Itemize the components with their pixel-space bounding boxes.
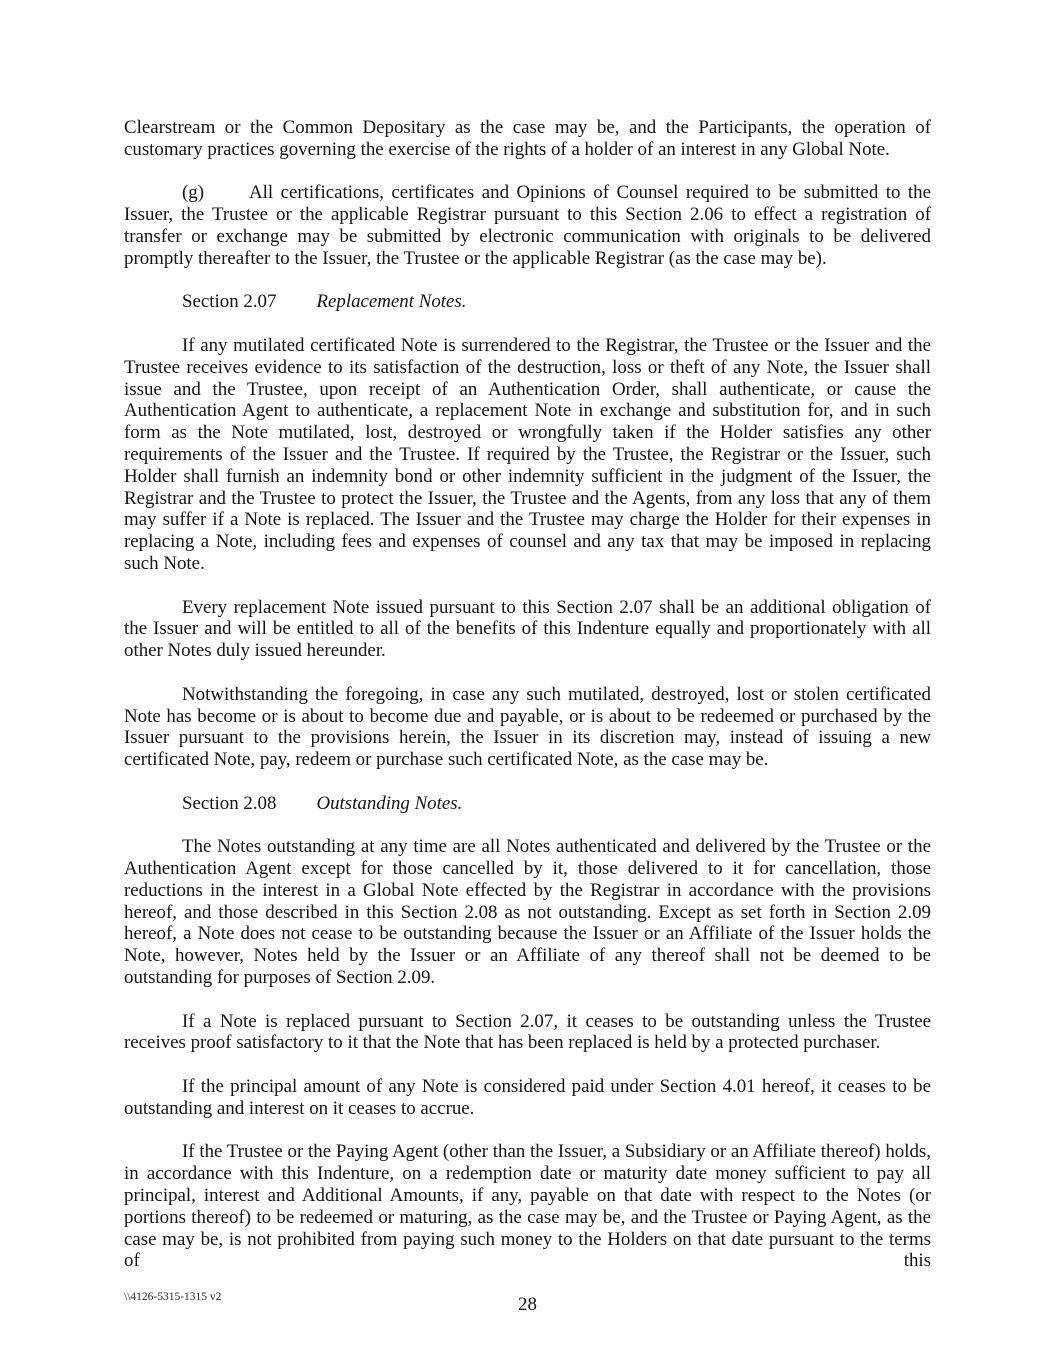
item-g-text: All certifications, certificates and Opinions of Counsel required to be submitted to the Issuer, the Trustee or the applicable Registrar pursuant to this Section 2.06 to effect a registration of transfer or exchange may be submitted by electronic communication with originals to be delivered promptly thereafter to the Issuer, the Trustee or the applicable Registrar (as the case may be).: [124, 182, 931, 269]
section-2-08-label: Section 2.08: [182, 792, 277, 814]
section-2-07-label: Section 2.07: [182, 291, 277, 313]
section-heading-2-08: [124, 793, 931, 815]
paragraph-outstanding-3: If the principal amount of any Note is considered paid under Section 4.01 hereof, it ceases to be outstanding and interest on it ceases to accrue.: [124, 1076, 931, 1119]
section-heading-2-07: [124, 291, 931, 313]
page-number: 28: [518, 1294, 537, 1316]
section-2-07-title: Replacement Notes.: [316, 291, 467, 313]
paragraph-replacement-1: If any mutilated certificated Note is surrendered to the Registrar, the Trustee or the Issuer and the Trustee receives evidence to its satisfaction of the destruction, loss or theft of any Note, the Issuer shall issue and the Trustee, upon receipt of an Authentication Order, shall authenticate, or cause the Authentication Agent to authenticate, a replacement Note in exchange and substitution for, and in such form as the Note mutilated, lost, destroyed or wrongfully taken if the Holder satisfies any other requirements of the Issuer and the Trustee. If required by the Trustee, the Registrar or the Issuer, such Holder shall furnish an indemnity bond or other indemnity sufficient in the judgment of the Issuer, the Registrar and the Trustee to protect the Issuer, the Trustee and the Agents, from any loss that any of them may suffer if a Note is replaced. The Issuer and the Trustee may charge the Holder for their expenses in replacing a Note, including fees and expenses of counsel and any tax that may be imposed in replacing such Note.: [124, 334, 931, 574]
paragraph-outstanding-4: If the Trustee or the Paying Agent (other than the Issuer, a Subsidiary or an Affiliate thereof) holds, in accordance with this Indenture, on a redemption date or maturity date money sufficient to pay all principal, interest and Additional Amounts, if any, payable on that date with respect to the Notes (or portions thereof) to be redeemed or maturing, as the case may be, and the Trustee or Paying Agent, as the case may be, is not prohibited from paying such money to the Holders on that date pursuant to the terms of this: [124, 1141, 931, 1272]
paragraph-outstanding-1: The Notes outstanding at any time are all Notes authenticated and delivered by the Trustee or the Authentication Agent except for those cancelled by it, those delivered to it for cancellation, those reductions in the interest in a Global Note effected by the Registrar in accordance with the provisions hereof, and those described in this Section 2.08 as not outstanding. Except as set forth in Section 2.09 hereof, a Note does not cease to be outstanding because the Issuer or an Affiliate of the Issuer holds the Note, however, Notes held by the Issuer or an Affiliate of any thereof shall not be deemed to be outstanding for purposes of Section 2.09.: [124, 836, 931, 989]
document-id-footer: \\4126-5315-1315 v2: [124, 1291, 222, 1303]
paragraph-outstanding-2: If a Note is replaced pursuant to Section 2.07, it ceases to be outstanding unless the Trustee receives proof satisfactory to it that the Note that has been replaced is held by a protected purchaser.: [124, 1010, 931, 1054]
paragraph-continuation: Clearstream or the Common Depositary as the case may be, and the Participants, the operation of customary practices governing the exercise of the rights of a holder of an interest in any Global Note.: [124, 117, 931, 160]
section-2-08-title: Outstanding Notes.: [316, 792, 463, 814]
paragraph-replacement-3: Notwithstanding the foregoing, in case any such mutilated, destroyed, lost or stolen certificated Note has become or is about to become due and payable, or is about to be redeemed or purchased by the Issuer pursuant to the provisions herein, the Issuer in its discretion may, instead of issuing a new certificated Note, pay, redeem or purchase such certificated Note, as the case may be.: [124, 683, 931, 771]
paragraph-replacement-2: Every replacement Note issued pursuant to this Section 2.07 shall be an additional obligation of the Issuer and will be entitled to all of the benefits of this Indenture equally and proportionately with all other Notes duly issued hereunder.: [124, 596, 931, 662]
paragraph-item-g: [124, 182, 931, 269]
item-g-label: (g): [182, 182, 205, 204]
